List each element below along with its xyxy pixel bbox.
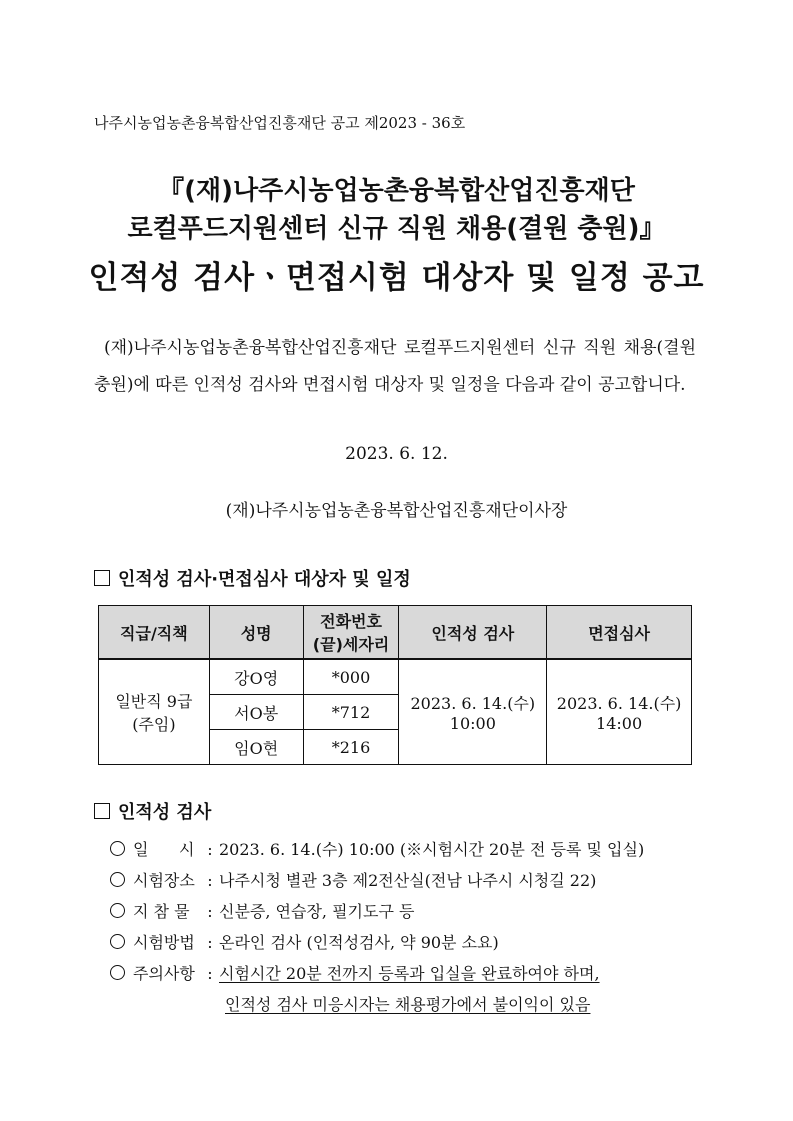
- circle-bullet-icon: [110, 903, 125, 918]
- item-label: 시험장소: [133, 871, 195, 890]
- interview-cell: [547, 659, 692, 765]
- schedule-table: [98, 605, 692, 765]
- issuer: (재)나주시농업농촌융복합산업진흥재단이사장: [225, 501, 568, 521]
- schedule-heading-text: 인적성 검사·면접심사 대상자 및 일정: [118, 569, 411, 590]
- table-header-row: [99, 606, 692, 660]
- aptitude-details: [110, 836, 644, 1022]
- square-bullet-icon: [94, 803, 110, 819]
- header-phone-line2: (끝)세자리: [312, 635, 390, 654]
- candidate-name: 서O봉: [209, 695, 303, 730]
- interview-time: 14:00: [596, 714, 643, 733]
- circle-bullet-icon: [110, 872, 125, 887]
- aptitude-date: 2023. 6. 14.(수): [410, 694, 536, 713]
- item-value: 2023. 6. 14.(수) 10:00 (※시험시간 20분 전 등록 및 입실): [219, 840, 645, 859]
- caution-text-cont: 인적성 검사 미응시자는 채용평가에서 불이익이 있음: [225, 995, 591, 1014]
- item-label: 주의사항: [133, 964, 195, 983]
- caution-text: 시험시간 20분 전까지 등록과 입실을 완료하여야 하며,: [219, 964, 600, 983]
- item-label: 시험방법: [133, 933, 195, 952]
- candidate-name: 강O영: [209, 659, 303, 695]
- title-line-1: 『(재)나주시농업농촌융복합산업진흥재단: [158, 176, 635, 206]
- title-line-2: 로컬푸드지원센터 신규 직원 채용(결원 충원)』: [127, 214, 666, 244]
- candidate-phone: *000: [303, 659, 399, 695]
- circle-bullet-icon: [110, 841, 125, 856]
- notice-date: 2023. 6. 12.: [345, 444, 448, 464]
- header-name: 성명: [209, 606, 303, 660]
- table-row: [99, 659, 692, 695]
- circle-bullet-icon: [110, 934, 125, 949]
- candidate-name: 임O현: [209, 730, 303, 765]
- list-item: 주의사항 : 시험시간 20분 전까지 등록과 입실을 완료하여야 하며,: [110, 960, 644, 991]
- grade-line2: (주임): [132, 715, 176, 734]
- list-item: 지 참 물 : 신분증, 연습장, 필기도구 등: [110, 898, 644, 929]
- circle-bullet-icon: [110, 965, 125, 980]
- header-aptitude: 인적성 검사: [399, 606, 547, 660]
- item-value: 나주시청 별관 3층 제2전산실(전남 나주시 시청길 22): [219, 871, 597, 890]
- item-label: 일 시: [133, 840, 195, 859]
- aptitude-heading-text: 인적성 검사: [118, 802, 212, 823]
- intro-paragraph: [94, 330, 696, 404]
- item-value: 온라인 검사 (인적성검사, 약 90분 소요): [219, 933, 499, 952]
- interview-date: 2023. 6. 14.(수): [556, 694, 682, 713]
- item-value: 신분증, 연습장, 필기도구 등: [219, 902, 415, 921]
- item-label: 지 참 물: [133, 902, 190, 921]
- square-bullet-icon: [94, 570, 110, 586]
- intro-text: (재)나주시농업농촌융복합산업진흥재단 로컬푸드지원센터 신규 직원 채용(결원 충원)에 따른 인적성 검사와 면접시험 대상자 및 일정을 다음과 같이 공고합니다.: [94, 338, 696, 395]
- header-phone-line1: 전화번호: [320, 612, 382, 631]
- header-interview: 면접심사: [547, 606, 692, 660]
- header-grade: 직급/직책: [99, 606, 210, 660]
- header-phone: [303, 606, 399, 660]
- aptitude-cell: [399, 659, 547, 765]
- title-line-3: 인적성 검사ㆍ면접시험 대상자 및 일정 공고: [88, 260, 705, 296]
- candidate-phone: *216: [303, 730, 399, 765]
- list-item: 시험방법 : 온라인 검사 (인적성검사, 약 90분 소요): [110, 929, 644, 960]
- caution-continuation: [110, 991, 644, 1022]
- list-item: 일 시 : 2023. 6. 14.(수) 10:00 (※시험시간 20분 전 등록 및 입실): [110, 836, 644, 867]
- aptitude-section-heading: [94, 798, 211, 824]
- grade-line1: 일반직 9급: [115, 692, 193, 711]
- list-item: 시험장소 : 나주시청 별관 3층 제2전산실(전남 나주시 시청길 22): [110, 867, 644, 898]
- aptitude-time: 10:00: [449, 714, 496, 733]
- candidate-phone: *712: [303, 695, 399, 730]
- schedule-section-heading: [94, 565, 411, 591]
- grade-cell: [99, 659, 210, 765]
- notice-number: 나주시농업농촌융복합산업진흥재단 공고 제2023 - 36호: [94, 114, 466, 132]
